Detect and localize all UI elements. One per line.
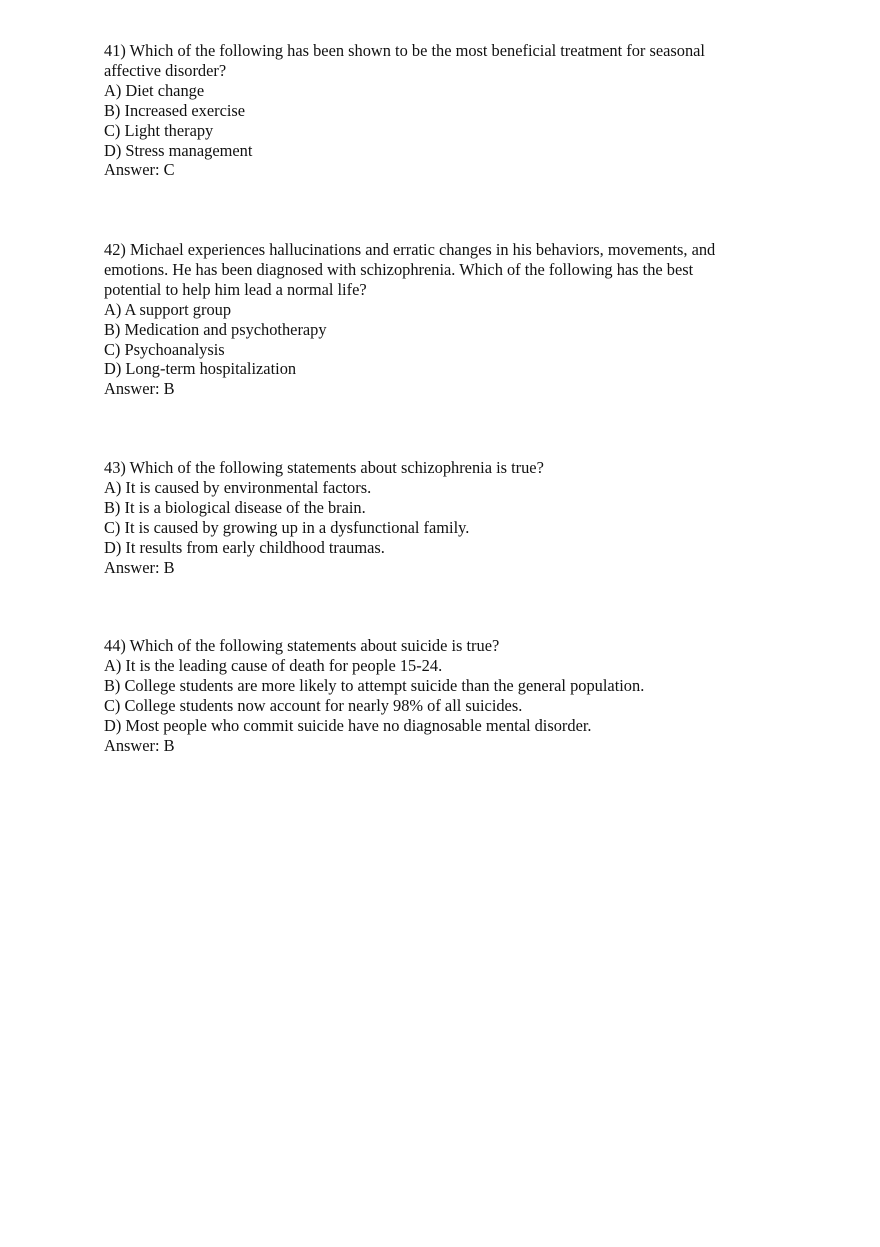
answer-option-d: D) Long-term hospitalization (104, 359, 297, 379)
answer-option-a: A) It is caused by environmental factors. (104, 477, 372, 497)
answer-option-b: B) Increased exercise (104, 100, 246, 120)
question-44 (104, 636, 784, 755)
answer-option-a: A) A support group (104, 299, 232, 319)
question-43 (104, 458, 784, 577)
answer-option-c: C) Light therapy (104, 120, 214, 140)
answer-option-d: D) Most people who commit suicide have no diagnosable mental disorder. (104, 715, 592, 735)
correct-answer: Answer: B (104, 557, 175, 577)
answer-option-b: B) It is a biological disease of the brain. (104, 497, 366, 517)
question-stem-line: affective disorder? (104, 60, 227, 80)
question-stem-line: emotions. He has been diagnosed with schizophrenia. Which of the following has the best (104, 259, 694, 279)
answer-option-d: D) It results from early childhood traumas. (104, 537, 385, 557)
answer-option-c: C) It is caused by growing up in a dysfunctional family. (104, 517, 470, 537)
question-stem-line: 43) Which of the following statements about schizophrenia is true? (104, 458, 544, 477)
question-stem-line: potential to help him lead a normal life? (104, 279, 367, 299)
answer-option-a: A) Diet change (104, 80, 205, 100)
correct-answer: Answer: C (104, 160, 175, 180)
question-stem-line: 41) Which of the following has been shown to be the most beneficial treatment for seasonal (104, 41, 705, 60)
correct-answer: Answer: B (104, 379, 175, 399)
answer-option-a: A) It is the leading cause of death for people 15-24. (104, 655, 443, 675)
answer-option-b: B) Medication and psychotherapy (104, 319, 327, 339)
question-42 (104, 240, 784, 399)
question-41 (104, 41, 784, 180)
answer-option-c: C) Psychoanalysis (104, 339, 225, 359)
answer-option-d: D) Stress management (104, 140, 253, 160)
correct-answer: Answer: B (104, 735, 175, 755)
question-stem-line: 42) Michael experiences hallucinations and erratic changes in his behaviors, movements, and (104, 240, 716, 259)
answer-option-c: C) College students now account for nearly 98% of all suicides. (104, 695, 523, 715)
question-stem-line: 44) Which of the following statements about suicide is true? (104, 636, 500, 655)
answer-option-b: B) College students are more likely to attempt suicide than the general population. (104, 675, 645, 695)
